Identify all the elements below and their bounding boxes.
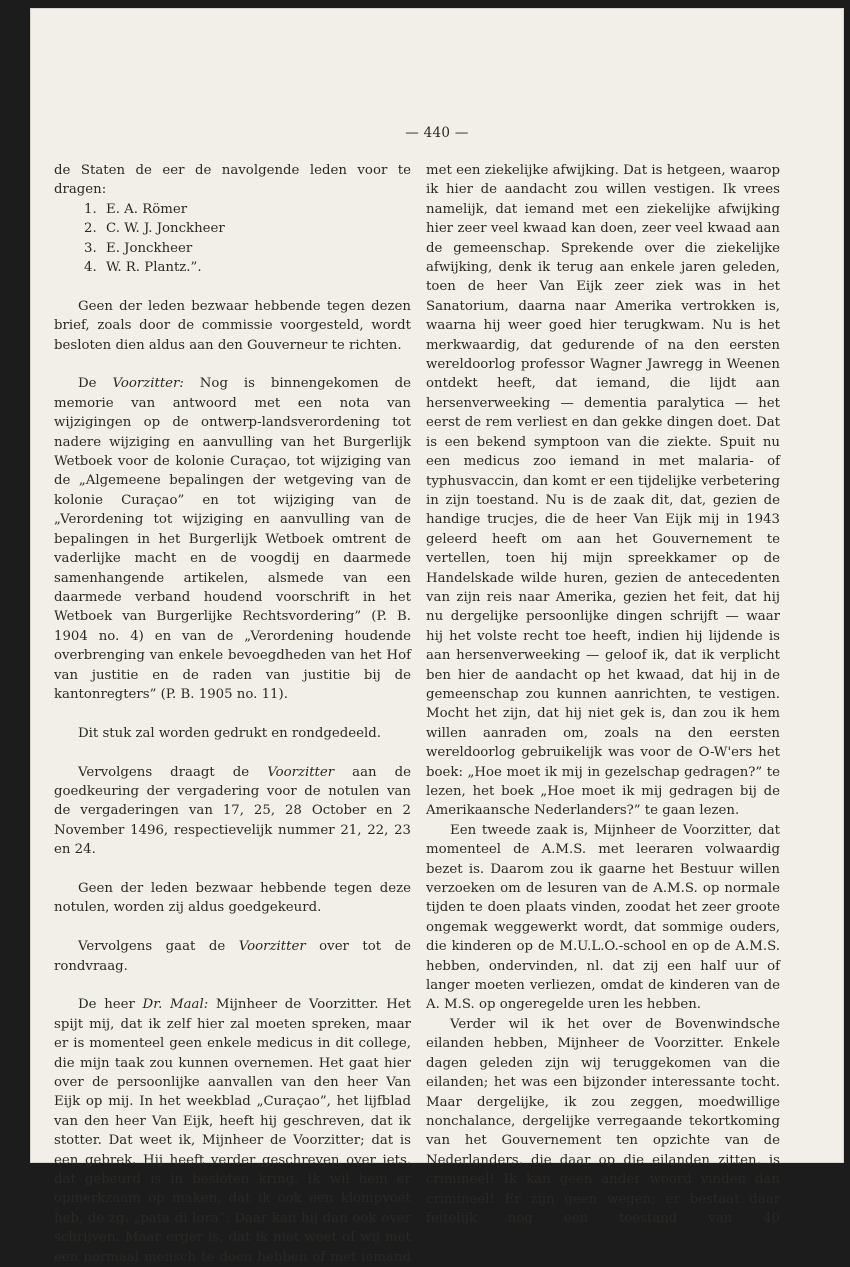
document-page <box>30 8 844 1265</box>
paragraph: Geen der leden bezwaar hebbende tegen deze notulen, worden zij aldus goedgekeurd. <box>54 880 411 916</box>
paragraph: De heer Dr. Maal: Mijnheer de Voorzitter. Het spijt mij, dat ik zelf hier zal moeten spreken, maar er is momenteel geen enkele medicus in dit college, die mijn taak zou kunnen overnemen. Het gaat hier over de persoonlijke aanvallen van den heer Van Eijk op mij. In het weekblad „Curaçao”, het lijfblad van den heer Van Eijk, heeft hij geschreven, dat ik stotter. Dat weet ik, Mijnheer de Voorzitter; dat is een gebrek. Hij heeft verder geschreven over iets, dat gebeurd is in besloten kring. Ik wil hem er opmerkzaam op maken, dat ik ook een klompvoet heb, de zg. „pata di lora”. Daar kan hij dan ook over schrijven. Maar erger is, dat ik niet weet of wij met een normaal mensch te doen hebben of met iemand <box>54 997 411 1265</box>
paragraph: Een tweede zaak is, Mijnheer de Voorzitter, dat momenteel de A.M.S. met leeraren volwaardig bezet is. Daarom zou ik gaarne het Bestuur willen verzoeken om de lesuren van de A.M.S. op normale tijden te doen plaats vinden, zoodat het zeer groote ongemak weggewerkt wordt, dat sommige ouders, die kinderen op de M.U.L.O.-school en op de A.M.S. hebben, ondervinden, nl. dat zij een half uur of langer moeten verliezen, omdat de kinderen van de A. M.S. op ongeregelde uren les hebben. <box>426 822 780 1013</box>
page-number: — 440 — <box>405 125 469 141</box>
paragraph: Verder wil ik het over de Bovenwindsche eilanden hebben, Mijnheer de Voorzitter. Enkele dagen geleden zijn wij teruggekomen van die eilanden; het was een bijzonder interessante tocht. Maar dergelijke, ik zou zeggen, moedwillige nonchalance, dergelijke verregaande tekortkoming van het Gouvernement ten opzichte van de Nederlanders, die daar op die eilanden zitten, is crimineel! Ik kan geen ander woord vinden dan crimineel! Er zijn geen wegen; er bestaat daar feitelijk nog een toestand van 40 <box>426 1016 780 1226</box>
right-column <box>426 161 780 1228</box>
paragraph: Vervolgens gaat de Voorzitter over tot de rondvraag. <box>54 939 411 974</box>
paragraph: Dit stuk zal worden gedrukt en rondgedeeld. <box>78 725 381 741</box>
list-item: 1. E. A. Römer <box>84 201 188 217</box>
paragraph: met een ziekelijke afwijking. Dat is hetgeen, waarop ik hier de aandacht zou willen vestigen. Ik vrees namelijk, dat iemand met een ziekelijke afwijking hier zeer veel kwaad kan doen, zeer veel kwaad aan de gemeenschap. Sprekende over die ziekelijke afwijking, denk ik terug aan enkele jaren geleden, toen de heer Van Eijk zeer ziek was in het Sanatorium, daarna naar Amerika vertrokken is, waarna hij weer goed hier terugkwam. Nu is het merkwaardig, dat gedurende of na den eersten wereldoorlog professor Wagner Jawregg in Weenen ontdekt heeft, dat iemand, die lijdt aan hersenverweeking — dementia paralytica — het eerst de rem verliest en dan gekke dingen doet. Dat is een bekend symptoon van die ziekte. Spuit nu een medicus zoo iemand in met malaria- of typhusvaccin, dan komt er een tijdelijke verbetering in zijn toestand. Nu is de zaak dit, dat, gezien de handige trucjes, die de heer Van Eijk mij in 1943 geleerd heeft om aan het Gouvernement te vertellen, toen hij mijn spreekkamer op de Handelskade wilde huren, gezien de antecedenten van zijn reis naar Amerika, gezien het feit, dat hij nu dergelijke persoonlijke dingen schrijft — waar hij het volste recht toe heeft, indien hij lijdende is aan hersenverweeking — geloof ik, dat ik verplicht ben hier de aandacht op het kwaad, dat hij in de gemeenschap zou kunnen aanrichten, te vestigen. Mocht het zijn, dat hij niet gek is, dan zou ik hem willen aanraden om, zoals na den eersten wereldoorlog gebruikelijk was voor de O-W'ers het boek: „Hoe moet ik mij in gezelschap gedragen?” te lezen, het boek „Hoe moet ik mij gedragen bij de Amerikaansche Nederlanders?” te gaan lezen. <box>426 163 780 819</box>
paragraph: Vervolgens draagt de Voorzitter aan de goedkeuring der vergadering voor de notulen van de vergaderingen van 17, 25, 28 October en 2 November 1496, respectievelijk nummer 21, 22, 23 en 24. <box>54 764 411 858</box>
list-item: 4. W. R. Plantz.”. <box>84 260 202 276</box>
paragraph: De Voorzitter: Nog is binnengekomen de memorie van antwoord met een nota van wijzigingen op de ontwerp-landsverordening tot nadere wijziging en aanvulling van het Burgerlijk Wetboek voor de kolonie Curaçao, tot wijziging van de „Algemeene bepalingen der wetgeving van de kolonie Curaçao” en tot wijziging van de „Verordening tot wijziging en aanvulling van de bepalingen in het Burgerlijk Wetboek omtrent de vaderlijke macht en de voogdij en daarmede samenhangende artikelen, alsmede van een daarmede verband houdend voorschrift in het Wetboek van Burgerlijke Rechtsvordering” (P. B. 1904 no. 4) en van de „Verordening houdende overbrenging van enkele bevoegdheden van het Hof van justitie en de raden van justitie bij de kantonregters” (P. B. 1905 no. 11). <box>54 376 412 702</box>
member-list <box>54 200 411 278</box>
list-item: 3. E. Jonckheer <box>84 240 193 256</box>
left-column <box>54 161 411 1267</box>
paragraph-intro: de Staten de eer de navolgende leden voor te dragen: <box>54 163 411 198</box>
paragraph: Geen der leden bezwaar hebbende tegen dezen brief, zoals door de commissie voorgesteld, wordt besloten dien aldus aan den Gouverneur te richten. <box>54 298 411 353</box>
list-item: 2. C. W. J. Jonckheer <box>84 221 225 237</box>
